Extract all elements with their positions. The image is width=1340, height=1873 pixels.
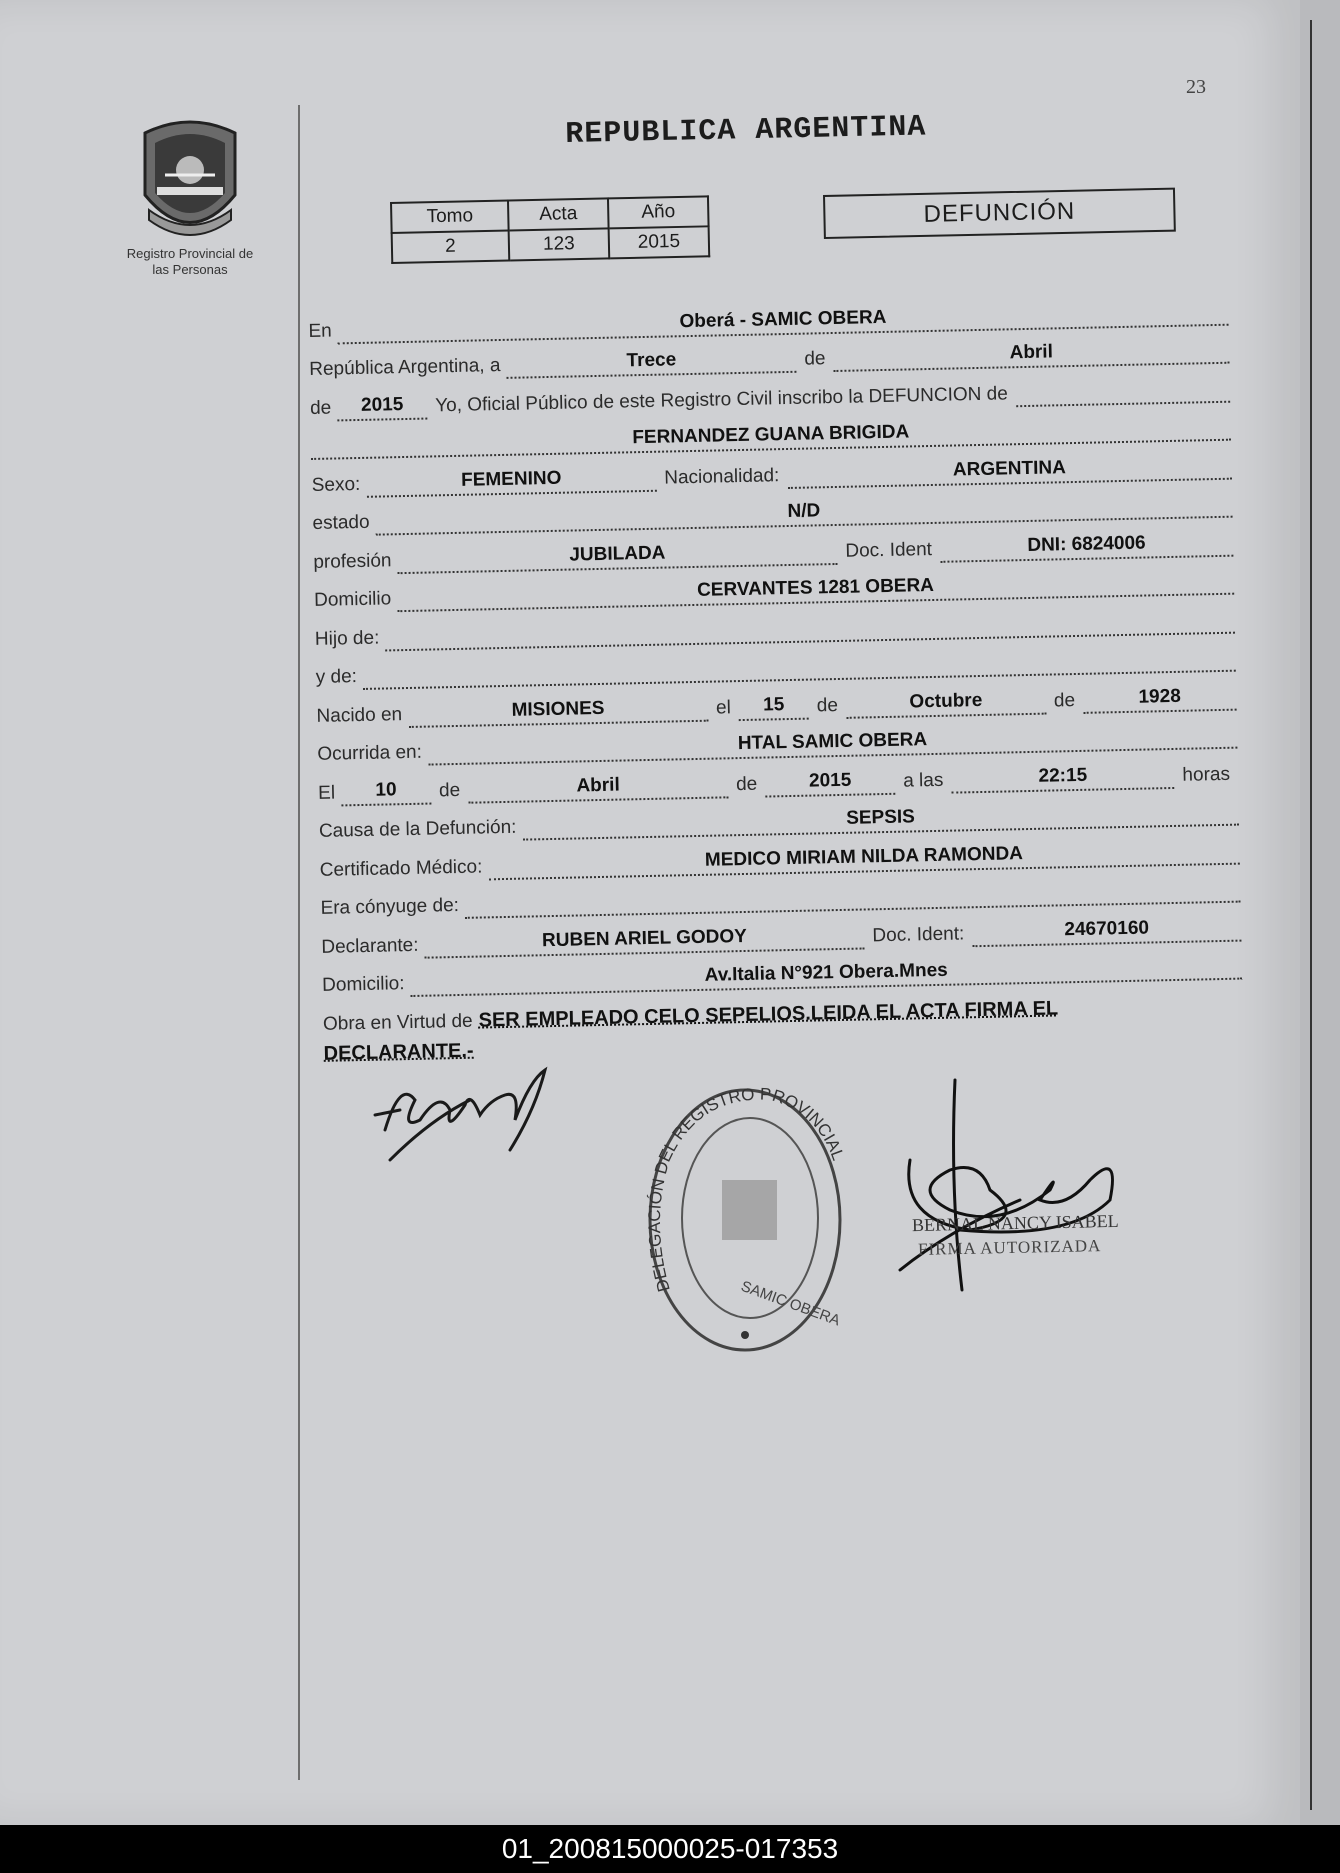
label-de-anio: de	[309, 397, 332, 419]
official-signature	[890, 1070, 1160, 1300]
field-nac-mes	[845, 678, 1046, 721]
label-ocurrida-en: Ocurrida en:	[317, 741, 423, 765]
value-def-anio: 2015	[808, 769, 852, 792]
field-nac-dia	[738, 683, 809, 723]
acta-value: 123	[509, 228, 610, 260]
anio-value: 2015	[609, 226, 710, 258]
value-virtud-line1: SER EMPLEADO CELO SEPELIOS.LEIDA EL ACTA FIRMA EL	[478, 996, 1059, 1032]
label-domicilio-declarante: Domicilio:	[321, 973, 405, 996]
declarant-signature	[370, 1060, 590, 1170]
label-de-nac-anio: de	[1053, 689, 1076, 711]
value-profesion: JUBILADA	[569, 542, 666, 566]
anio-header: Año	[608, 196, 709, 228]
label-de-nac: de	[816, 694, 839, 716]
label-El: El	[317, 782, 336, 804]
value-causa: SEPSIS	[846, 806, 916, 829]
value-anio: 2015	[360, 393, 404, 416]
field-nacido-en	[408, 685, 709, 730]
tomo-value: 2	[392, 231, 510, 263]
document-header-title: REPUBLICA ARGENTINA	[565, 110, 927, 152]
value-declarante-domicilio: Av.Italia N°921 Obera.Mnes	[704, 959, 948, 986]
value-lugar: Oberá - SAMIC OBERA	[679, 306, 887, 332]
label-conyuge: Era cónyuge de:	[320, 894, 460, 919]
value-domicilio: CERVANTES 1281 OBERA	[696, 574, 935, 601]
label-doc-ident: Doc. Ident	[845, 538, 933, 562]
value-mes: Abril	[1009, 341, 1054, 364]
value-dia: Trece	[626, 349, 677, 372]
official-name: BERNAL NANCY ISABEL	[911, 1210, 1119, 1236]
value-sexo: FEMENINO	[460, 467, 562, 491]
value-nac-anio: 1928	[1138, 685, 1181, 708]
label-nacionalidad: Nacionalidad:	[664, 464, 780, 489]
value-doc-ident: DNI: 6824006	[1027, 532, 1146, 556]
field-def-anio	[765, 758, 896, 799]
label-obra-en-virtud: Obra en Virtud de	[322, 1010, 473, 1035]
label-de-def-anio: de	[735, 773, 758, 795]
value-nac-mes: Octubre	[909, 689, 983, 712]
value-virtud-line2: DECLARANTE.-	[323, 1039, 474, 1065]
registry-stamp	[640, 1080, 850, 1360]
value-nacionalidad: ARGENTINA	[952, 456, 1067, 481]
page-edge	[1300, 0, 1340, 1825]
label-de: de	[804, 348, 826, 370]
page-number: 23	[1186, 76, 1206, 98]
value-declarante: RUBEN ARIEL GODOY	[541, 925, 748, 951]
label-de-def: de	[438, 779, 461, 801]
label-nacido-en: Nacido en	[316, 703, 403, 727]
value-declarante-doc: 24670160	[1064, 917, 1150, 940]
field-nac-anio	[1083, 674, 1237, 716]
record-type-box: DEFUNCIÓN	[823, 188, 1176, 239]
label-el: el	[715, 696, 732, 719]
label-horas: horas	[1182, 763, 1231, 786]
field-declarante-doc	[972, 905, 1242, 949]
scan-id-footer: 01_200815000025-017353	[0, 1825, 1340, 1873]
value-nacido-en: MISIONES	[511, 697, 605, 721]
field-doc-ident	[939, 520, 1233, 565]
value-estado: N/D	[787, 500, 821, 522]
value-nombre: FERNANDEZ GUANA BRIGIDA	[632, 421, 910, 449]
label-declarante: Declarante:	[321, 934, 419, 958]
margin-line	[298, 105, 300, 1780]
label-domicilio: Domicilio	[313, 588, 392, 611]
label-republica-a: República Argentina, a	[309, 354, 501, 380]
value-ocurrida-en: HTAL SAMIC OBERA	[737, 729, 928, 755]
value-def-dia: 10	[375, 778, 397, 801]
value-certificado: MEDICO MIRIAM NILDA RAMONDA	[704, 842, 1024, 871]
registry-name: Registro Provincial de las Personas	[126, 246, 254, 277]
field-def-mes	[468, 761, 729, 805]
field-def-dia	[341, 768, 432, 808]
label-en: En	[308, 320, 332, 342]
acta-reference-table	[390, 195, 710, 264]
tomo-header: Tomo	[391, 201, 509, 233]
label-causa: Causa de la Defunción:	[318, 816, 517, 842]
value-hora: 22:15	[1038, 764, 1088, 787]
acta-table-value-row	[392, 226, 710, 263]
stamp-text: DELEGACIÓN DEL REGISTRO PROVINCIAL	[644, 1084, 848, 1294]
field-dia	[506, 336, 797, 381]
label-doc-ident-declarante: Doc. Ident:	[872, 922, 965, 946]
field-hora	[951, 752, 1175, 795]
label-estado: estado	[312, 511, 370, 534]
label-y-de: y de:	[315, 666, 358, 688]
stamp-inner-text: SAMIC OBERA	[738, 1277, 843, 1330]
death-record-form	[308, 289, 1244, 1070]
label-profesion: profesión	[313, 549, 392, 573]
value-nac-dia: 15	[762, 693, 785, 716]
label-certificado: Certificado Médico:	[319, 855, 483, 881]
field-sexo	[366, 455, 657, 500]
label-sexo: Sexo:	[311, 473, 361, 496]
label-oficial-text: Yo, Oficial Público de este Registro Civil inscribo la DEFUNCION de	[434, 382, 1008, 416]
label-hijo-de: Hijo de:	[314, 627, 380, 650]
province-seal-logo	[135, 115, 245, 240]
acta-header: Acta	[508, 198, 609, 230]
label-a-las: a las	[902, 769, 944, 792]
field-anio	[337, 383, 428, 423]
official-role: FIRMA AUTORIZADA	[917, 1236, 1102, 1259]
field-blank	[1015, 366, 1230, 409]
value-def-mes: Abril	[576, 774, 620, 796]
